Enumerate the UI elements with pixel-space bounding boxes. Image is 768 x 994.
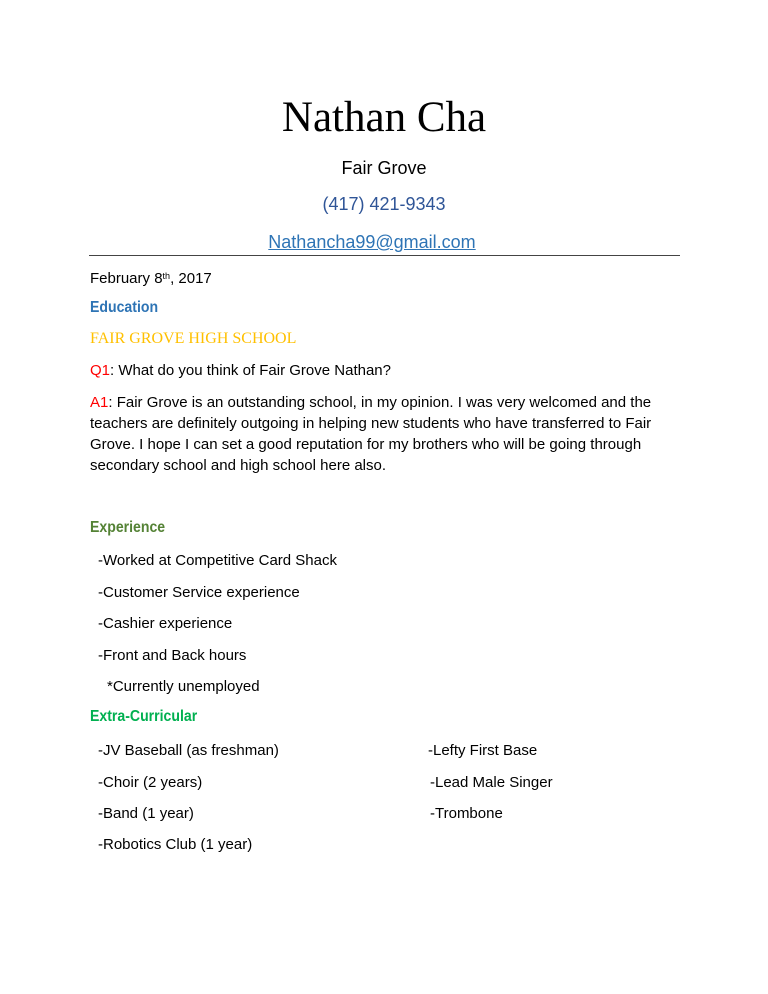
date-suffix: th xyxy=(162,271,171,281)
experience-item: -Worked at Competitive Card Shack xyxy=(98,552,337,569)
answer-1 xyxy=(90,392,680,476)
applicant-phone: (417) 421-9343 xyxy=(322,194,446,214)
activity-role: -Trombone xyxy=(430,805,503,822)
question-label: Q1 xyxy=(90,362,111,379)
answer-label: A1 xyxy=(90,394,109,411)
document-date xyxy=(90,269,212,289)
date-month-day: February 8 xyxy=(90,270,163,287)
experience-note: *Currently unemployed xyxy=(107,678,260,695)
question-text: : What do you think of Fair Grove Nathan? xyxy=(110,362,391,379)
extracurricular-heading: Extra-Curricular xyxy=(90,708,198,725)
activity-item: -JV Baseball (as freshman) xyxy=(98,742,279,759)
applicant-city: Fair Grove xyxy=(341,158,427,178)
question-1 xyxy=(90,360,391,381)
applicant-name: Nathan Cha xyxy=(281,94,487,141)
header-divider xyxy=(89,255,680,256)
experience-heading: Experience xyxy=(90,519,166,536)
school-name: FAIR GROVE HIGH SCHOOL xyxy=(90,330,297,347)
activity-role: -Lead Male Singer xyxy=(430,774,553,791)
experience-item: -Customer Service experience xyxy=(98,584,300,601)
education-heading: Education xyxy=(90,299,159,316)
answer-text: : Fair Grove is an outstanding school, in my opinion. I was very welcomed and the teachers are definitely outgoing in helping new students who have transferred to Fair Grove. I hope I can set a good reputation for my brothers who will be going through secondary school and high school here also. xyxy=(90,394,652,474)
experience-item: -Cashier experience xyxy=(98,615,233,632)
activity-item: -Robotics Club (1 year) xyxy=(98,836,253,853)
activity-item: -Choir (2 years) xyxy=(98,774,203,791)
activity-role: -Lefty First Base xyxy=(428,742,538,759)
experience-item: -Front and Back hours xyxy=(98,647,247,664)
applicant-email-link[interactable]: Nathancha99@gmail.com xyxy=(268,232,476,252)
activity-item: -Band (1 year) xyxy=(98,805,194,822)
date-year: , 2017 xyxy=(170,270,212,287)
